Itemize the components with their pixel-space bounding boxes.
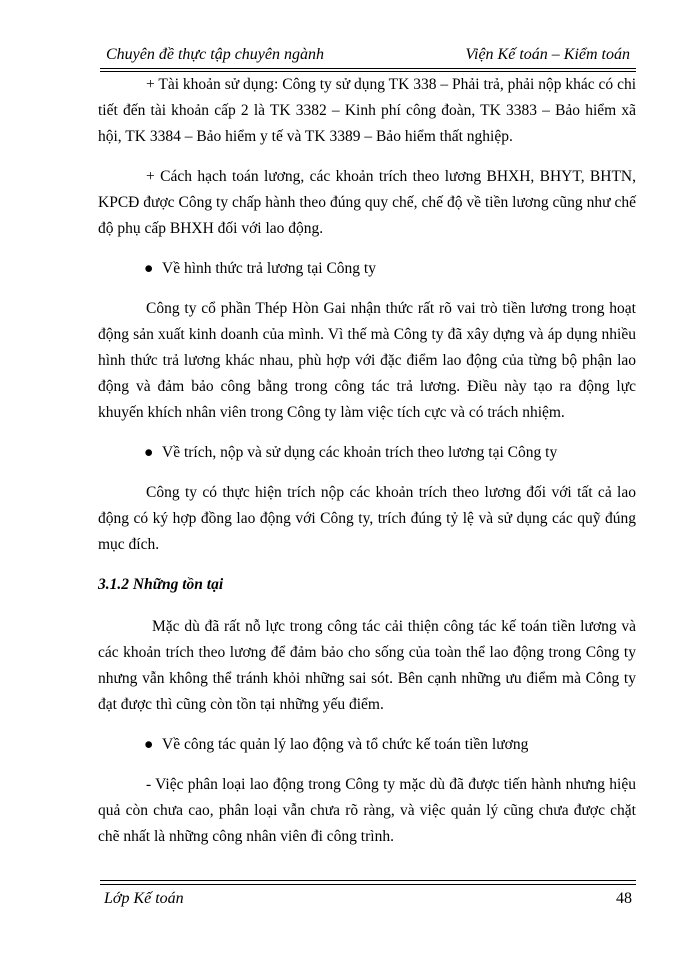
paragraph-deductions: Công ty có thực hiện trích nộp các khoản trích theo lương đối với tất cả lao động có ký hợp đồng lao động với Công ty, trích đúng tỷ lệ và sử dụng các quỹ đúng mục đích. bbox=[98, 484, 636, 553]
bullet-icon: ● bbox=[144, 444, 154, 461]
footer-class-name: Lớp Kế toán bbox=[104, 890, 184, 907]
bullet-icon: ● bbox=[144, 260, 154, 277]
page-content bbox=[98, 72, 636, 864]
bullet-icon: ● bbox=[144, 736, 154, 753]
section-heading: 3.1.2 Những tồn tại bbox=[98, 576, 224, 593]
bullet-text: Về hình thức trả lương tại Công ty bbox=[162, 260, 376, 277]
header-right-title: Viện Kế toán – Kiểm toán bbox=[465, 46, 630, 63]
paragraph-wage-forms: Công ty cổ phần Thép Hòn Gai nhận thức rất rõ vai trò tiền lương trong hoạt động sản xuất kinh doanh của mình. Vì thế mà Công ty đã xây dựng và áp dụng nhiều hình thức trả lương khác nhau, phù hợp với đặc điểm lao động của từng bộ phận lao động và đảm bảo công bằng trong công tác trả lương. Điều này tạo ra động lực khuyến khích nhân viên trong Công ty làm việc tích cực và có trách nhiệm. bbox=[98, 300, 636, 421]
paragraph-shortcomings: Mặc dù đã rất nỗ lực trong công tác cải thiện công tác kế toán tiền lương và các khoản trích theo lương để đảm bảo cho sống của toàn thể lao động trong Công ty nhưng vẫn không thể tránh khỏi những sai sót. Bên cạnh những ưu điểm mà Công ty đạt được thì cũng còn tồn tại những yếu điểm. bbox=[98, 618, 636, 713]
bullet-text: Về trích, nộp và sử dụng các khoản trích theo lương tại Công ty bbox=[162, 444, 558, 461]
bullet-text: Về công tác quản lý lao động và tổ chức kế toán tiền lương bbox=[162, 736, 529, 753]
paragraph-accounts: + Tài khoản sử dụng: Công ty sử dụng TK 338 – Phải trả, phải nộp khác có chi tiết đến tài khoản cấp 2 là TK 3382 – Kinh phí công đoàn, TK 3383 – Bảo hiểm xã hội, TK 3384 – Bảo hiểm y tế và TK 3389 – Bảo hiểm thất nghiệp. bbox=[98, 76, 636, 145]
page-number: 48 bbox=[616, 890, 632, 907]
page-footer bbox=[100, 880, 636, 917]
paragraph-accounting-method: + Cách hạch toán lương, các khoản trích theo lương BHXH, BHYT, BHTN, KPCĐ được Công ty chấp hành theo đúng quy chế, chế độ về tiền lương cũng như chế độ phụ cấp BHXH đối với lao động. bbox=[98, 168, 636, 237]
paragraph-labor-classification: - Việc phân loại lao động trong Công ty mặc dù đã được tiến hành nhưng hiệu quả còn chưa cao, phân loại vẫn chưa rõ ràng, và việc quản lý cũng chưa được chặt chẽ nhất là những công nhân viên đi công trình. bbox=[98, 776, 636, 845]
bullet-wage-forms bbox=[98, 256, 636, 282]
bullet-labor-management bbox=[98, 732, 636, 758]
header-left-title: Chuyên đề thực tập chuyên ngành bbox=[106, 46, 324, 63]
page-header bbox=[100, 42, 636, 69]
bullet-deductions bbox=[98, 440, 636, 466]
